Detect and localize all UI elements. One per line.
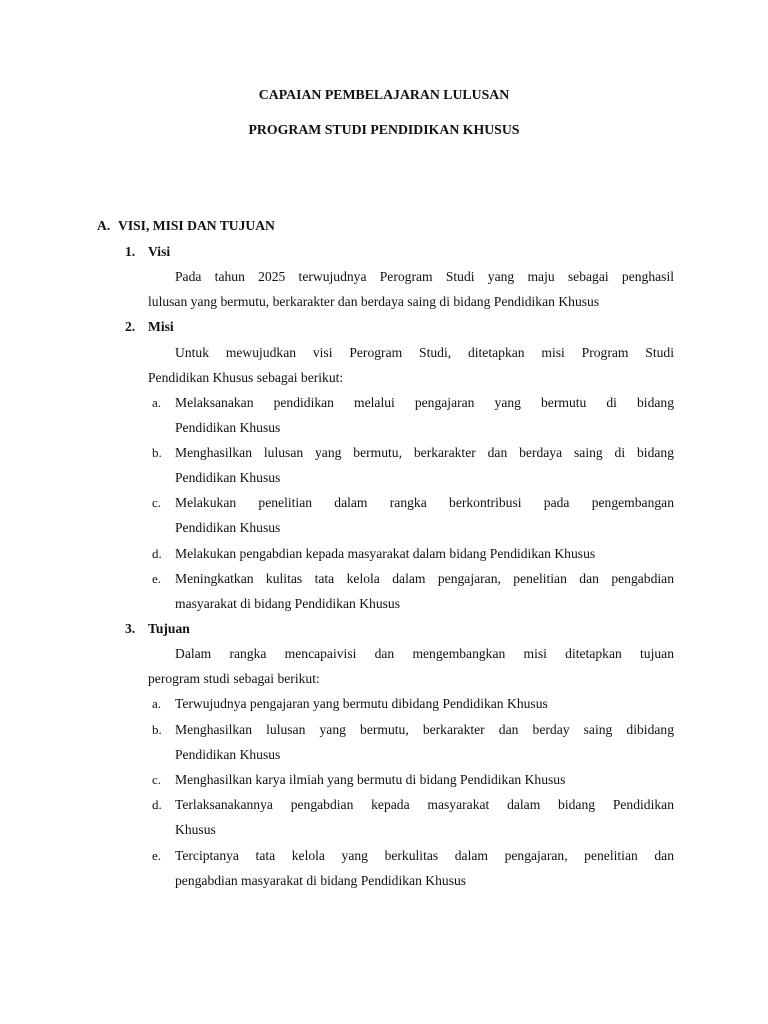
document-title: CAPAIAN PEMBELAJARAN LULUSAN bbox=[258, 87, 510, 102]
list-item-letter: b. bbox=[152, 722, 162, 737]
list-item-text: Terlaksanakannya pengabdian kepada masyarakat dalam bidang Pendidikan bbox=[175, 797, 674, 812]
list-item-letter: a. bbox=[152, 696, 162, 711]
visi-paragraph-line: Pada tahun 2025 terwujudnya Perogram Studi yang maju sebagai penghasil bbox=[175, 269, 674, 284]
misi-intro-line: Pendidikan Khusus sebagai berikut: bbox=[148, 370, 344, 385]
document-subtitle: PROGRAM STUDI PENDIDIKAN KHUSUS bbox=[248, 122, 520, 137]
list-item-text-cont: Pendidikan Khusus bbox=[175, 420, 281, 435]
list-item-text: Menghasilkan lulusan yang bermutu, berkarakter dan berday saing dibidang bbox=[175, 722, 674, 737]
list-item-letter: e. bbox=[152, 571, 162, 586]
list-item-text: Melakukan pengabdian kepada masyarakat dalam bidang Pendidikan Khusus bbox=[175, 546, 596, 561]
section-heading: VISI, MISI DAN TUJUAN bbox=[118, 218, 275, 233]
list-item-text: Menghasilkan karya ilmiah yang bermutu di bidang Pendidikan Khusus bbox=[175, 772, 566, 787]
list-item-text: Melaksanakan pendidikan melalui pengajaran yang bermutu di bidang bbox=[175, 395, 674, 410]
list-item-letter: e. bbox=[152, 848, 162, 863]
subsection-heading-visi: Visi bbox=[148, 244, 171, 259]
subsection-heading-misi: Misi bbox=[148, 319, 174, 334]
misi-intro-line: Untuk mewujudkan visi Perogram Studi, ditetapkan misi Program Studi bbox=[175, 345, 674, 360]
list-item-text-cont: Pendidikan Khusus bbox=[175, 520, 281, 535]
list-item-text-cont: masyarakat di bidang Pendidikan Khusus bbox=[175, 596, 401, 611]
visi-paragraph-line: lulusan yang bermutu, berkarakter dan berdaya saing di bidang Pendidikan Khusus bbox=[148, 294, 600, 309]
subsection-number: 1. bbox=[125, 244, 136, 259]
subsection-heading-tujuan: Tujuan bbox=[148, 621, 190, 636]
list-item-letter: a. bbox=[152, 395, 162, 410]
list-item-letter: b. bbox=[152, 445, 162, 460]
tujuan-intro-line: Dalam rangka mencapaivisi dan mengembangkan misi ditetapkan tujuan bbox=[175, 646, 674, 661]
section-marker: A. bbox=[97, 218, 111, 233]
subsection-number: 3. bbox=[125, 621, 136, 636]
list-item-letter: d. bbox=[152, 797, 162, 812]
list-item-letter: c. bbox=[152, 495, 162, 510]
list-item-text-cont: pengabdian masyarakat di bidang Pendidikan Khusus bbox=[175, 873, 467, 888]
list-item-text: Meningkatkan kulitas tata kelola dalam pengajaran, penelitian dan pengabdian bbox=[175, 571, 674, 586]
subsection-number: 2. bbox=[125, 319, 136, 334]
list-item-text: Terwujudnya pengajaran yang bermutu dibidang Pendidikan Khusus bbox=[175, 696, 548, 711]
list-item-letter: c. bbox=[152, 772, 162, 787]
list-item-text: Menghasilkan lulusan yang bermutu, berkarakter dan berdaya saing di bidang bbox=[175, 445, 674, 460]
list-item-text-cont: Khusus bbox=[175, 822, 216, 837]
list-item-text: Melakukan penelitian dalam rangka berkontribusi pada pengembangan bbox=[175, 495, 674, 510]
list-item-text: Terciptanya tata kelola yang berkulitas dalam pengajaran, penelitian dan bbox=[175, 848, 674, 863]
list-item-letter: d. bbox=[152, 546, 162, 561]
tujuan-intro-line: perogram studi sebagai berikut: bbox=[148, 671, 320, 686]
list-item-text-cont: Pendidikan Khusus bbox=[175, 470, 281, 485]
list-item-text-cont: Pendidikan Khusus bbox=[175, 747, 281, 762]
